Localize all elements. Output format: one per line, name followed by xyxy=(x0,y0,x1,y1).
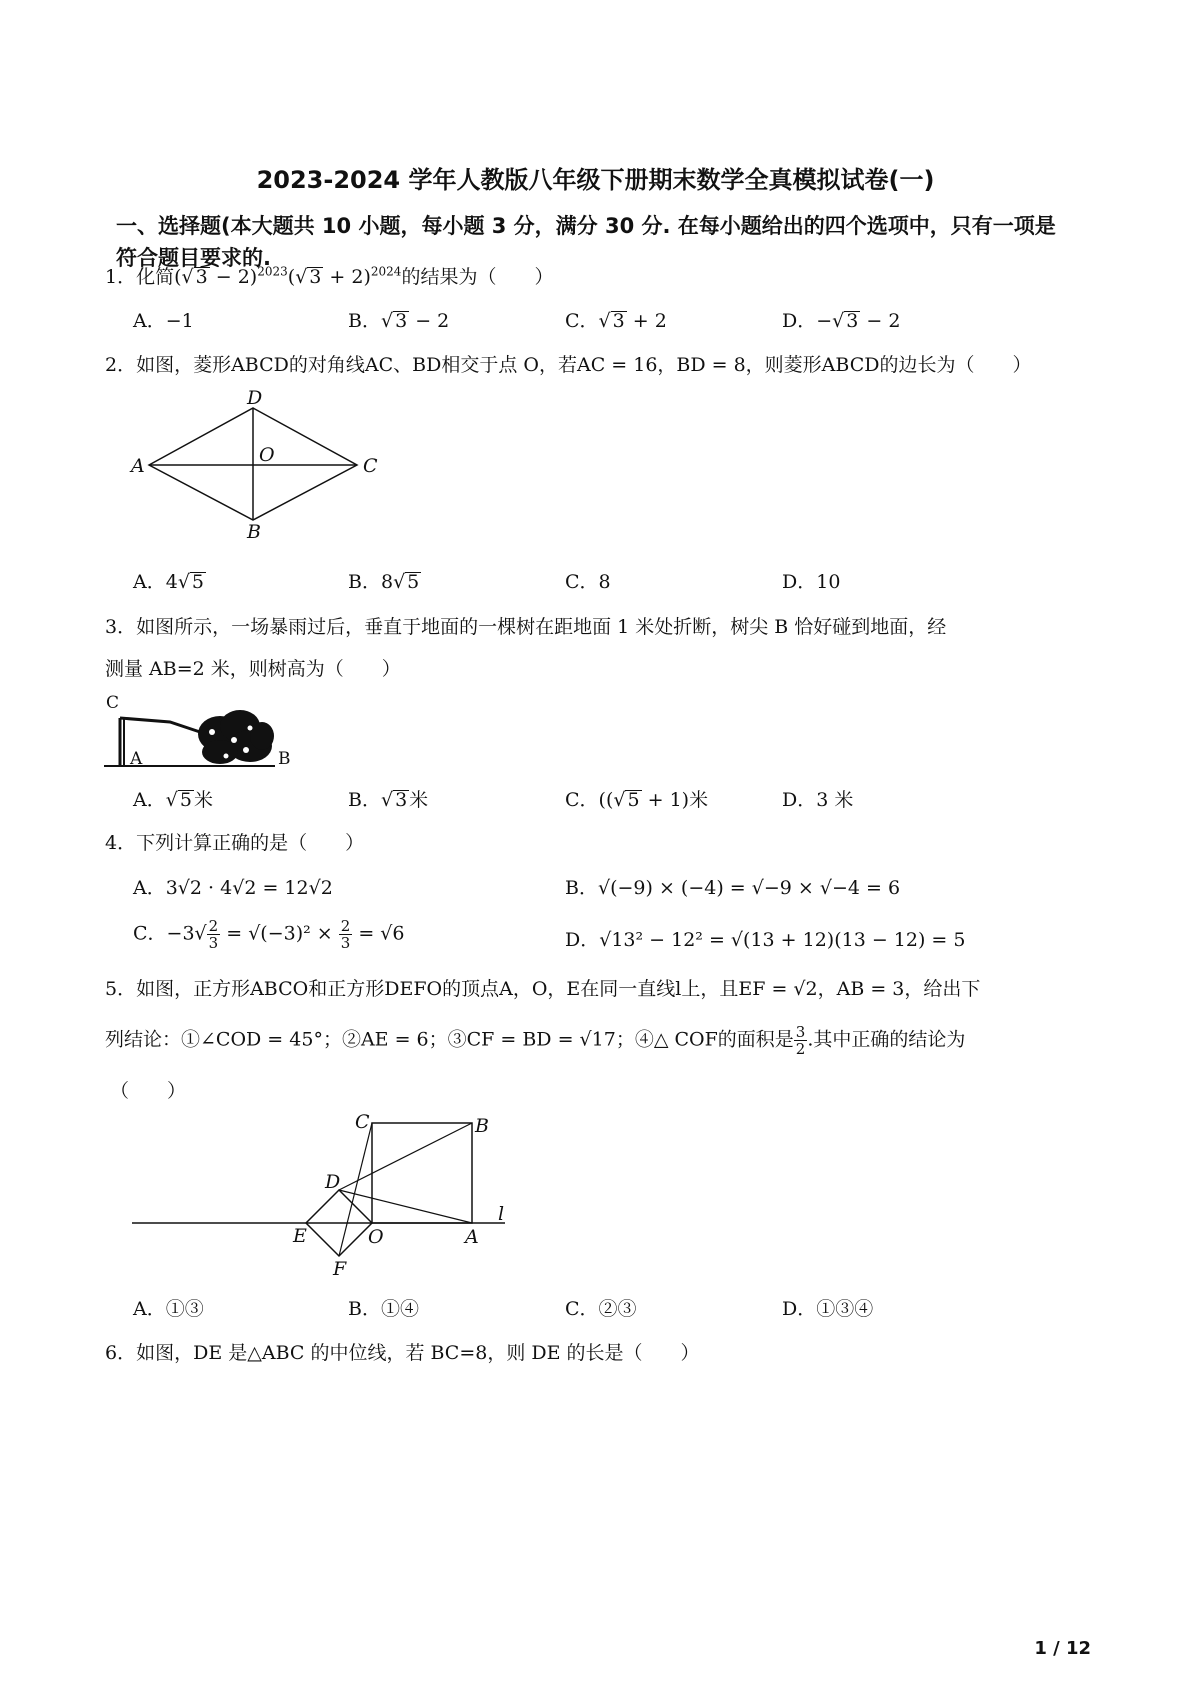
q1-exponent-1: 2023 xyxy=(257,264,288,279)
q5-option-b: B．①④ xyxy=(348,1298,419,1320)
label-b: B xyxy=(247,521,261,543)
rhombus-figure xyxy=(125,390,395,550)
q3-option-b: B．√ 3 米 xyxy=(348,789,429,811)
q1-option-b: B．√ 3 − 2 xyxy=(348,310,450,332)
q1-number: 1． xyxy=(105,266,137,288)
q2-option-a: A．4√ 5 xyxy=(133,571,205,593)
question-4: 4．下列计算正确的是（ ） xyxy=(105,832,365,854)
q5-option-d: D．①③④ xyxy=(782,1298,874,1320)
question-3-line1: 3．如图所示，一场暴雨过后，垂直于地面的一棵树在距地面 1 米处折断，树尖 B 恰好碰到地面，经 xyxy=(105,616,947,638)
q1-text-mid2: ( xyxy=(287,266,296,288)
q2-option-d: D．10 xyxy=(782,571,841,593)
label-a: A xyxy=(465,1226,479,1248)
label-c: C xyxy=(355,1111,370,1133)
question-5-line1: 5．如图，正方形ABCO和正方形DEFO的顶点A，O，E在同一直线l上，且EF = √2，AB = 3，给出下 xyxy=(105,978,981,1000)
label-c: C xyxy=(106,693,120,713)
question-2: 2．如图，菱形ABCD的对角线AC、BD相交于点 O，若AC = 16，BD = 8，则菱形ABCD的边长为（ ） xyxy=(105,354,1032,376)
question-3-line2: 测量 AB=2 米，则树高为（ ） xyxy=(105,658,401,680)
label-a: A xyxy=(130,749,143,769)
q4-option-c: C．−3√ $\frac{2}{3}$ = √(−3)² × $\frac{2}{3}$ = √6 xyxy=(133,917,405,952)
broken-tree-figure xyxy=(100,688,300,772)
q4-option-d: D．√13² − 12² = √(13 + 12)(13 − 12) = 5 xyxy=(565,929,966,951)
section-heading: 一、选择题(本大题共 10 小题，每小题 3 分，满分 30 分. 在每小题给出的四个选项中，只有一项是符合题目要求的. xyxy=(116,214,1056,270)
label-d: D xyxy=(325,1171,341,1193)
q3-option-a: A．√ 5 米 xyxy=(133,789,213,811)
q1-text-pre: 化简( xyxy=(136,266,182,288)
question-1: 1．化简(√ 3 − 2)$^{2023}$(√ 3 + 2)$^{2024}$的结果为（ ） xyxy=(105,264,554,288)
label-f: F xyxy=(333,1258,347,1280)
page-number: 1 / 12 xyxy=(1034,1638,1091,1659)
squares-figure xyxy=(125,1108,525,1286)
q1-text-post: 的结果为（ ） xyxy=(401,266,554,288)
q1-text-mid3: + 2) xyxy=(323,266,371,288)
label-d: D xyxy=(247,390,263,409)
tree-crown-icon xyxy=(198,710,274,764)
page-title: 2023-2024 学年人教版八年级下册期末数学全真模拟试卷(一) xyxy=(256,166,935,194)
label-a: A xyxy=(131,455,145,477)
q1-option-a: A．−1 xyxy=(133,310,194,332)
q5-option-c: C．②③ xyxy=(565,1298,637,1320)
q4-option-b: B．√(−9) × (−4) = √−9 × √−4 = 6 xyxy=(565,877,901,899)
q1-text-mid1: − 2) xyxy=(209,266,258,288)
question-5-line3: （ ） xyxy=(110,1080,187,1102)
q1-option-d: D．−√ 3 − 2 xyxy=(782,310,901,332)
label-l: l xyxy=(498,1203,505,1225)
label-c: C xyxy=(363,455,378,477)
label-b: B xyxy=(475,1115,489,1137)
q2-option-b: B．8√ 5 xyxy=(348,571,420,593)
q1-radicand-1: 3 xyxy=(195,266,208,288)
q4-option-a: A．3√2 · 4√2 = 12√2 xyxy=(133,877,333,899)
q1-radicand-2: 3 xyxy=(309,266,322,288)
label-o: O xyxy=(259,444,275,466)
q3-option-d: D．3 米 xyxy=(782,789,854,811)
q5-option-a: A．①③ xyxy=(133,1298,204,1320)
q2-option-c: C．8 xyxy=(565,571,611,593)
q1-option-c: C．√ 3 + 2 xyxy=(565,310,667,332)
q1-exponent-2: 2024 xyxy=(370,264,402,279)
q3-option-c: C．((√ 5 + 1)米 xyxy=(565,789,709,811)
label-e: E xyxy=(293,1225,307,1247)
question-6: 6．如图，DE 是△ABC 的中位线，若 BC=8，则 DE 的长是（ ） xyxy=(105,1342,700,1364)
question-5-line2: 列结论：①∠COD = 45°；②AE = 6；③CF = BD = √17；④△ COF的面积是 $\frac{3}{2}$ .其中正确的结论为 xyxy=(105,1023,966,1058)
label-o: O xyxy=(368,1226,384,1248)
label-b: B xyxy=(278,749,291,769)
